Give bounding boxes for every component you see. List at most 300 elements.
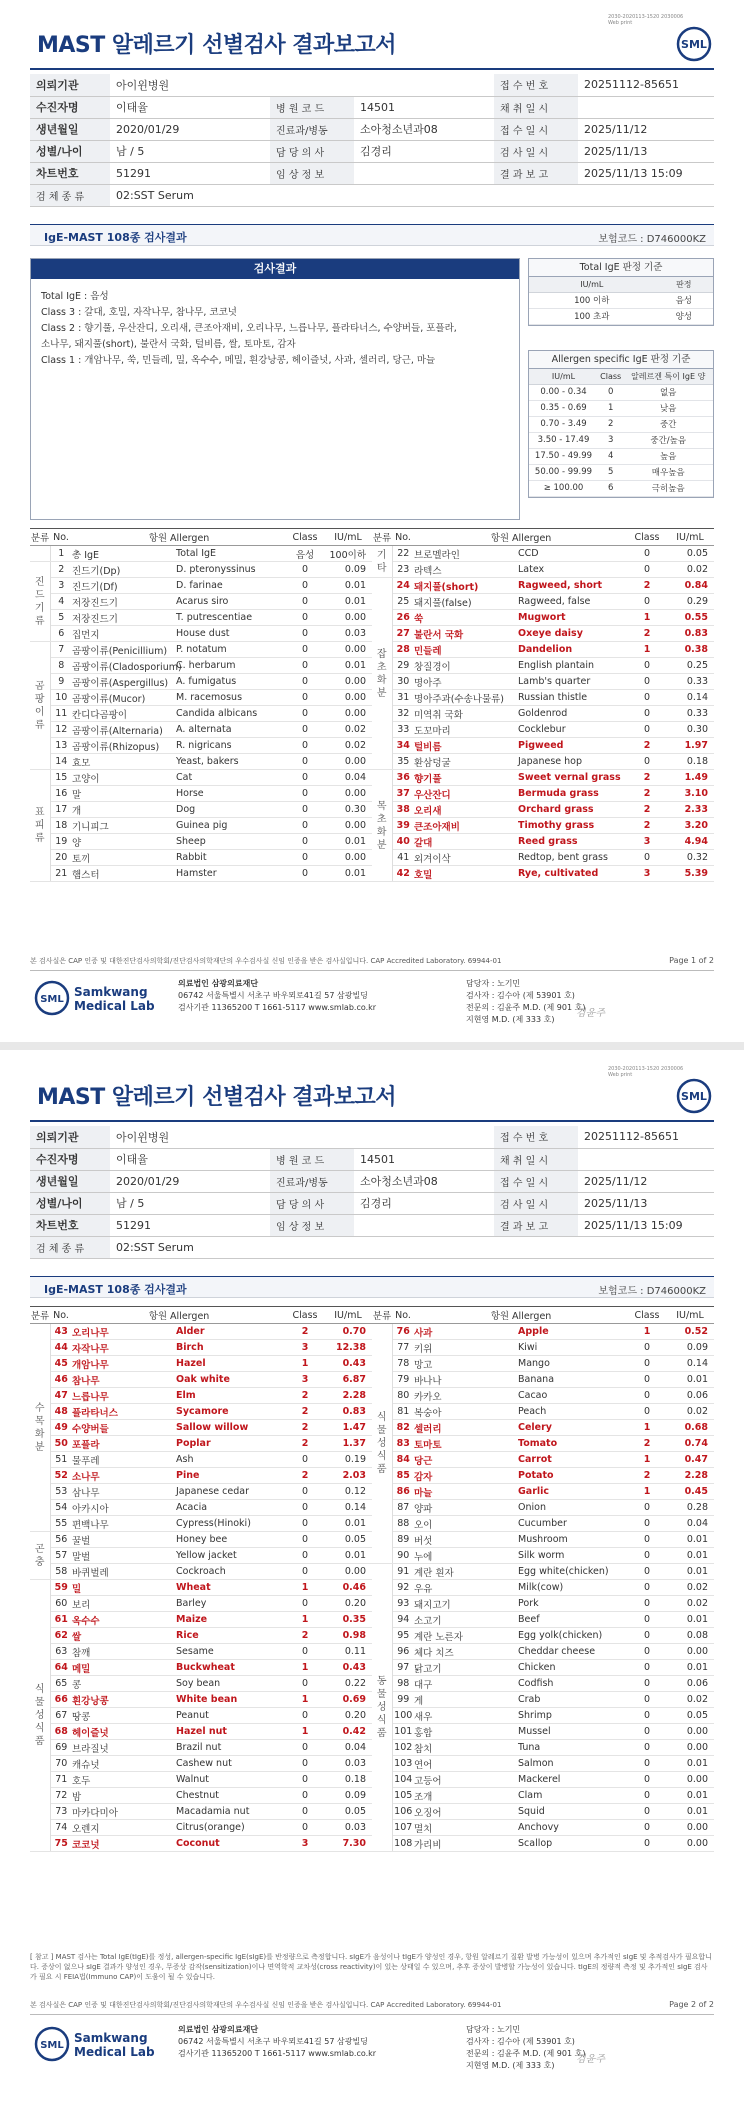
allergen-no: 50 — [50, 1436, 72, 1452]
allergen-no: 4 — [50, 594, 72, 610]
allergen-class: 0 — [628, 1372, 666, 1388]
reference-note: [ 참고 ] MAST 검사는 Total IgE(tIgE)를 정성, allergen-specific IgE(sIgE)를 반정량으로 측정합니다. sIgE가 음성이나 tIgE가 양성인 경우, 항원 알레르기 질환 발병 가능성이 있으며 추가적인 sIgE 및 추적검사가 필요합니다. 증상이 없으나 sIgE 결과가 양성인 경우, 무증상 감작(sensitization)이나 면역학적 교차성(cross reactivity)이 있는 상태일 수 있으며, 추후 증상이 발병할 가능성이 있습니다. tIgE의 정량적 측정 및 추가적인 sIgE 검사가 필요 시 FEIA법(Immuno CAP)이 도움이 될 수 있습니다. — [30, 1953, 712, 1981]
report-time-value: 2025/11/13 15:09 — [578, 1214, 714, 1236]
allergen-korean: 밀 — [72, 1580, 176, 1596]
report-time-value: 2025/11/13 15:09 — [578, 162, 714, 184]
allergen-no: 89 — [392, 1532, 414, 1548]
allergen-no: 22 — [392, 546, 414, 562]
allergen-no: 59 — [50, 1580, 72, 1596]
allergen-korean: 사과 — [414, 1324, 518, 1340]
table-row — [30, 786, 372, 802]
report-time-label: 결 과 보 고 — [494, 162, 578, 184]
allergen-korean: 곰팡이류(Cladosporium) — [72, 658, 176, 674]
cert-text: 본 검사실은 CAP 인증 및 대한진단검사의학회/진단검사의학재단의 우수검사실 신임 인증을 받은 검사실입니다. CAP Accredited Laboratory. 69944-01 — [30, 2001, 502, 2009]
allergen-header-row — [30, 529, 372, 546]
table-row — [30, 642, 372, 658]
allergen-no: 23 — [392, 562, 414, 578]
table-row — [372, 1340, 714, 1356]
allergen-no: 67 — [50, 1708, 72, 1724]
allergen-korean: 햄스터 — [72, 866, 176, 882]
allergen-value: 0.02 — [666, 1596, 714, 1612]
receipt-value: 20251112-85651 — [578, 74, 714, 96]
allergen-english: Poplar — [176, 1436, 286, 1452]
table-row — [372, 1692, 714, 1708]
allergen-value: 0.43 — [324, 1660, 372, 1676]
allergen-no: 76 — [392, 1324, 414, 1340]
allergen-class: 0 — [628, 1772, 666, 1788]
table-row — [372, 770, 714, 786]
allergen-class: 0 — [628, 1628, 666, 1644]
patient-name-label: 수진자명 — [30, 1148, 110, 1170]
allergen-class: 0 — [286, 1532, 324, 1548]
header-no: No. — [392, 1307, 414, 1324]
institution-label: 의뢰기관 — [30, 1126, 110, 1148]
allergen-value: 0.43 — [324, 1356, 372, 1372]
lab-info — [178, 978, 376, 1014]
table-row — [30, 1692, 372, 1708]
certification-footnote — [30, 956, 714, 966]
allergen-value: 0.32 — [666, 850, 714, 866]
table-row — [30, 1500, 372, 1516]
table-row — [30, 722, 372, 738]
allergen-class: 1 — [286, 1612, 324, 1628]
allergen-value: 0.30 — [666, 722, 714, 738]
allergen-value: 0.01 — [324, 658, 372, 674]
allergen-class: 0 — [628, 1660, 666, 1676]
lab-contact: 검사기관 11365200 T 1661-5117 www.smlab.co.kr — [178, 2049, 377, 2058]
allergen-class: 0 — [628, 1740, 666, 1756]
allergen-no: 104 — [392, 1772, 414, 1788]
institution-label: 의뢰기관 — [30, 74, 110, 96]
allergen-english: M. racemosus — [176, 690, 286, 706]
allergen-value: 2.33 — [666, 802, 714, 818]
allergen-value: 0.06 — [666, 1388, 714, 1404]
patient-name-value: 이태율 — [110, 1148, 270, 1170]
allergen-no: 55 — [50, 1516, 72, 1532]
allergen-korean: 우유 — [414, 1580, 518, 1596]
allergen-english: Ragweed, false — [518, 594, 628, 610]
category-cell: 식 물 성 식 품 — [372, 1324, 392, 1564]
allergen-no: 71 — [50, 1772, 72, 1788]
allergen-value: 0.01 — [324, 594, 372, 610]
section-header — [30, 1276, 714, 1298]
table-row — [372, 594, 714, 610]
allergen-value: 0.09 — [666, 1340, 714, 1356]
allergen-korean: 돼지고기 — [414, 1596, 518, 1612]
allergen-no: 46 — [50, 1372, 72, 1388]
sml-logo-icon — [676, 1078, 712, 1114]
allergen-korean: 창질경이 — [414, 658, 518, 674]
header-no: No. — [392, 529, 414, 546]
allergen-class: 2 — [286, 1324, 324, 1340]
allergen-english: Hamster — [176, 866, 286, 882]
allergen-korean: 카카오 — [414, 1388, 518, 1404]
allergen-class: 0 — [286, 866, 324, 882]
allergen-english: Citrus(orange) — [176, 1820, 286, 1836]
criteria-cell: 100 초과 — [529, 308, 655, 324]
allergen-class: 0 — [286, 738, 324, 754]
allergen-class: 1 — [628, 1484, 666, 1500]
allergen-english: Japanese hop — [518, 754, 628, 770]
allergen-english: Salmon — [518, 1756, 628, 1772]
allergen-korean: 곰팡이류(Rhizopus) — [72, 738, 176, 754]
allergen-english: Dandelion — [518, 642, 628, 658]
allergen-korean: 개 — [72, 802, 176, 818]
allergen-english: Acarus siro — [176, 594, 286, 610]
allergen-no: 63 — [50, 1644, 72, 1660]
allergen-no: 15 — [50, 770, 72, 786]
category-cell — [30, 546, 50, 562]
header-no: No. — [50, 529, 72, 546]
allergen-english: Hazel nut — [176, 1724, 286, 1740]
allergen-english: Cat — [176, 770, 286, 786]
allergen-english: Chestnut — [176, 1788, 286, 1804]
allergen-korean: 보리 — [72, 1596, 176, 1612]
svg-text:SML: SML — [681, 1090, 707, 1103]
total-ige-criteria-title: Total IgE 판정 기준 — [529, 259, 713, 277]
allergen-english: Alder — [176, 1324, 286, 1340]
header-iu: IU/mL — [666, 1307, 714, 1324]
allergen-english: Oxeye daisy — [518, 626, 628, 642]
allergen-korean: 곰팡이류(Penicillium) — [72, 642, 176, 658]
doctor-label: 담 당 의 사 — [270, 1192, 354, 1214]
receipt-label: 접 수 번 호 — [494, 1126, 578, 1148]
allergen-no: 36 — [392, 770, 414, 786]
allergen-no: 87 — [392, 1500, 414, 1516]
allergen-korean: 메밀 — [72, 1660, 176, 1676]
table-row — [372, 1420, 714, 1436]
allergen-class: 2 — [628, 626, 666, 642]
allergen-no: 60 — [50, 1596, 72, 1612]
header-class: Class — [628, 1307, 666, 1324]
samkwang-logo-icon — [34, 2024, 155, 2064]
table-row — [372, 1404, 714, 1420]
dob-value: 2020/01/29 — [110, 1170, 270, 1192]
allergen-value: 0.04 — [666, 1516, 714, 1532]
table-row — [372, 1548, 714, 1564]
table-row — [30, 1724, 372, 1740]
svg-text:SML: SML — [681, 38, 707, 51]
table-row — [30, 1676, 372, 1692]
staff-line: 전문의 : 김윤주 M.D. (제 901 호) — [466, 1003, 586, 1012]
allergen-no: 98 — [392, 1676, 414, 1692]
allergen-class: 0 — [628, 1692, 666, 1708]
table-row — [372, 578, 714, 594]
table-row — [30, 1660, 372, 1676]
allergen-korean: 느릅나무 — [72, 1388, 176, 1404]
category-cell: 수 목 화 분 — [30, 1324, 50, 1532]
allergen-english: R. nigricans — [176, 738, 286, 754]
allergen-no: 27 — [392, 626, 414, 642]
criteria-row — [529, 464, 713, 480]
table-row — [372, 1388, 714, 1404]
allergen-no: 35 — [392, 754, 414, 770]
allergen-class: 2 — [628, 1436, 666, 1452]
allergen-value: 0.02 — [666, 562, 714, 578]
allergen-class: 0 — [628, 1612, 666, 1628]
allergen-english: Kiwi — [518, 1340, 628, 1356]
allergen-no: 69 — [50, 1740, 72, 1756]
allergen-korean: 꿀벌 — [72, 1532, 176, 1548]
allergen-korean: 곰팡이류(Aspergillus) — [72, 674, 176, 690]
allergen-english: Onion — [518, 1500, 628, 1516]
allergen-korean: 말 — [72, 786, 176, 802]
allergen-korean: 오리새 — [414, 802, 518, 818]
allergen-class: 0 — [286, 1772, 324, 1788]
table-row — [30, 578, 372, 594]
allergen-korean: 바나나 — [414, 1372, 518, 1388]
allergen-english: Squid — [518, 1804, 628, 1820]
criteria-cell: 없음 — [623, 384, 713, 400]
allergen-no: 102 — [392, 1740, 414, 1756]
category-cell: 기 타 — [372, 546, 392, 578]
allergen-english: Cacao — [518, 1388, 628, 1404]
allergen-english: Oak white — [176, 1372, 286, 1388]
allergen-class: 0 — [628, 658, 666, 674]
table-row — [30, 1596, 372, 1612]
allergen-no: 34 — [392, 738, 414, 754]
allergen-class: 0 — [628, 1820, 666, 1836]
allergen-english: Pork — [518, 1596, 628, 1612]
table-row — [372, 1628, 714, 1644]
allergen-class: 0 — [628, 1356, 666, 1372]
allergen-table-p1-right — [372, 528, 714, 882]
allergen-value: 0.29 — [666, 594, 714, 610]
table-row — [30, 1420, 372, 1436]
allergen-header-row — [372, 1307, 714, 1324]
allergen-value: 0.30 — [324, 802, 372, 818]
allergen-class: 0 — [628, 1724, 666, 1740]
allergen-class: 0 — [286, 818, 324, 834]
allergen-korean: 플라타너스 — [72, 1404, 176, 1420]
criteria-header-row — [529, 369, 713, 384]
allergen-korean: 소고기 — [414, 1612, 518, 1628]
table-row — [30, 1788, 372, 1804]
allergen-value: 0.01 — [666, 1788, 714, 1804]
report-page-1 — [0, 0, 744, 1040]
allergen-korean: 게 — [414, 1692, 518, 1708]
allergen-class: 0 — [286, 1676, 324, 1692]
specimen-value: 02:SST Serum — [110, 1236, 714, 1258]
allergen-no: 54 — [50, 1500, 72, 1516]
allergen-no: 7 — [50, 642, 72, 658]
result-line: Total IgE : 음성 — [41, 291, 109, 302]
allergen-value: 0.45 — [666, 1484, 714, 1500]
department-label: 진료과/병동 — [270, 118, 354, 140]
table-row — [372, 546, 714, 562]
allergen-no: 39 — [392, 818, 414, 834]
criteria-cell: 3 — [598, 432, 623, 448]
table-row — [372, 754, 714, 770]
allergen-value: 3.10 — [666, 786, 714, 802]
specimen-label: 검 체 종 류 — [30, 1236, 110, 1258]
allergen-class: 0 — [286, 706, 324, 722]
allergen-korean: 대구 — [414, 1676, 518, 1692]
allergen-class: 1 — [628, 1452, 666, 1468]
table-row — [30, 1372, 372, 1388]
allergen-no: 93 — [392, 1596, 414, 1612]
allergen-no: 91 — [392, 1564, 414, 1580]
allergen-value: 0.00 — [324, 690, 372, 706]
allergen-class: 1 — [628, 1324, 666, 1340]
chart-number-label: 차트번호 — [30, 162, 110, 184]
allergen-class: 1 — [628, 642, 666, 658]
sex-age-label: 성별/나이 — [30, 1192, 110, 1214]
allergen-korean: 가리비 — [414, 1836, 518, 1852]
result-summary-title: 검사결과 — [31, 259, 519, 279]
allergen-class: 0 — [628, 1532, 666, 1548]
allergen-korean: 체다 치즈 — [414, 1644, 518, 1660]
allergen-korean: 홍합 — [414, 1724, 518, 1740]
allergen-korean: 말벌 — [72, 1548, 176, 1564]
criteria-header-row — [529, 277, 713, 292]
allergen-class: 0 — [628, 1708, 666, 1724]
table-row — [372, 642, 714, 658]
allergen-class: 1 — [286, 1356, 324, 1372]
lab-foundation: 의료법인 삼광의료재단 — [178, 979, 259, 988]
allergen-value: 0.42 — [324, 1724, 372, 1740]
allergen-value: 0.00 — [666, 1836, 714, 1852]
allergen-value: 0.19 — [324, 1452, 372, 1468]
allergen-korean: 고양이 — [72, 770, 176, 786]
criteria-cell: 2 — [598, 416, 623, 432]
allergen-english: Walnut — [176, 1772, 286, 1788]
table-row — [30, 626, 372, 642]
allergen-value: 0.00 — [666, 1644, 714, 1660]
allergen-value: 0.14 — [666, 1356, 714, 1372]
allergen-english: Guinea pig — [176, 818, 286, 834]
allergen-korean: 양파 — [414, 1500, 518, 1516]
allergen-english: Apple — [518, 1324, 628, 1340]
criteria-cell: 6 — [598, 480, 623, 496]
table-row — [30, 1548, 372, 1564]
criteria-cell: 3.50 - 17.49 — [529, 432, 598, 448]
table-row — [372, 1772, 714, 1788]
allergen-value: 0.18 — [324, 1772, 372, 1788]
allergen-korean: 복숭아 — [414, 1404, 518, 1420]
table-row — [30, 802, 372, 818]
allergen-value: 0.02 — [324, 722, 372, 738]
allergen-english: Cucumber — [518, 1516, 628, 1532]
allergen-korean: 계란 노른자 — [414, 1628, 518, 1644]
allergen-no: 95 — [392, 1628, 414, 1644]
allergen-value: 0.83 — [324, 1404, 372, 1420]
allergen-korean: 삼나무 — [72, 1484, 176, 1500]
allergen-class: 3 — [286, 1836, 324, 1852]
allergen-korean: 쑥 — [414, 610, 518, 626]
allergen-no: 11 — [50, 706, 72, 722]
allergen-no: 38 — [392, 802, 414, 818]
table-row — [30, 610, 372, 626]
staff-line: 지현영 M.D. (제 333 호) — [466, 2061, 555, 2070]
allergen-no: 12 — [50, 722, 72, 738]
table-row — [30, 1804, 372, 1820]
table-row — [372, 1484, 714, 1500]
allergen-no: 103 — [392, 1756, 414, 1772]
allergen-value: 0.03 — [324, 626, 372, 642]
table-row — [372, 1836, 714, 1852]
allergen-class: 0 — [628, 1516, 666, 1532]
criteria-row — [529, 384, 713, 400]
allergen-class: 2 — [286, 1420, 324, 1436]
allergen-no: 45 — [50, 1356, 72, 1372]
table-row — [372, 690, 714, 706]
header-iu: IU/mL — [324, 1307, 372, 1324]
clinical-info-value — [354, 162, 494, 184]
patient-name-label: 수진자명 — [30, 96, 110, 118]
allergen-class: 0 — [628, 1836, 666, 1852]
allergen-class: 0 — [286, 1452, 324, 1468]
criteria-cell: 0.00 - 0.34 — [529, 384, 598, 400]
result-line: Class 1 : 개암나무, 쑥, 민들레, 밀, 옥수수, 메밀, 흰강낭콩, 헤이즐넛, 사과, 셀러리, 당근, 마늘 — [41, 355, 436, 366]
allergen-value: 0.01 — [666, 1564, 714, 1580]
allergen-english: Dog — [176, 802, 286, 818]
allergen-class: 0 — [286, 610, 324, 626]
allergen-korean: 집먼지 — [72, 626, 176, 642]
specific-ige-criteria — [528, 350, 714, 498]
header-category: 분류 — [30, 1307, 50, 1324]
allergen-class: 0 — [286, 626, 324, 642]
allergen-value: 0.02 — [666, 1692, 714, 1708]
allergen-korean: 자작나무 — [72, 1340, 176, 1356]
category-cell: 곰 팡 이 류 — [30, 642, 50, 770]
svg-text:Samkwang: Samkwang — [74, 2031, 148, 2045]
clinical-info-label: 임 상 정 보 — [270, 162, 354, 184]
allergen-korean: 도꼬마리 — [414, 722, 518, 738]
allergen-english: Honey bee — [176, 1532, 286, 1548]
table-row — [372, 1660, 714, 1676]
table-row — [30, 1580, 372, 1596]
allergen-value: 0.35 — [324, 1612, 372, 1628]
lab-contact: 검사기관 11365200 T 1661-5117 www.smlab.co.kr — [178, 1003, 377, 1012]
specimen-label: 검 체 종 류 — [30, 184, 110, 206]
category-cell: 잡 초 화 분 — [372, 578, 392, 770]
dob-label: 생년월일 — [30, 118, 110, 140]
allergen-korean: 오렌지 — [72, 1820, 176, 1836]
allergen-class: 1 — [286, 1580, 324, 1596]
allergen-table-p2-right — [372, 1306, 714, 1852]
allergen-value: 0.01 — [324, 1548, 372, 1564]
allergen-english: Pigweed — [518, 738, 628, 754]
staff-line: 전문의 : 김윤주 M.D. (제 901 호) — [466, 2049, 586, 2058]
allergen-value: 0.01 — [666, 1804, 714, 1820]
allergen-korean: 환삼덩굴 — [414, 754, 518, 770]
allergen-value: 100이하 — [324, 546, 372, 562]
allergen-value: 0.03 — [324, 1756, 372, 1772]
criteria-header: IU/mL — [529, 277, 655, 292]
table-row — [372, 1724, 714, 1740]
allergen-value: 0.01 — [666, 1612, 714, 1628]
staff-line: 지현영 M.D. (제 333 호) — [466, 1015, 555, 1024]
allergen-no: 6 — [50, 626, 72, 642]
test-date-value: 2025/11/13 — [578, 140, 714, 162]
allergen-korean: 쌀 — [72, 1628, 176, 1644]
allergen-no: 90 — [392, 1548, 414, 1564]
criteria-cell: 5 — [598, 464, 623, 480]
allergen-class: 0 — [286, 1564, 324, 1580]
allergen-korean: 칸디다곰팡이 — [72, 706, 176, 722]
allergen-no: 70 — [50, 1756, 72, 1772]
svg-text:SML: SML — [40, 994, 64, 1005]
allergen-class: 0 — [628, 1676, 666, 1692]
allergen-no: 53 — [50, 1484, 72, 1500]
allergen-class: 0 — [628, 1388, 666, 1404]
test-date-label: 검 사 일 시 — [494, 140, 578, 162]
allergen-class: 1 — [286, 1724, 324, 1740]
header-class: Class — [628, 529, 666, 546]
allergen-value: 0.55 — [666, 610, 714, 626]
allergen-korean: 저장진드기 — [72, 610, 176, 626]
